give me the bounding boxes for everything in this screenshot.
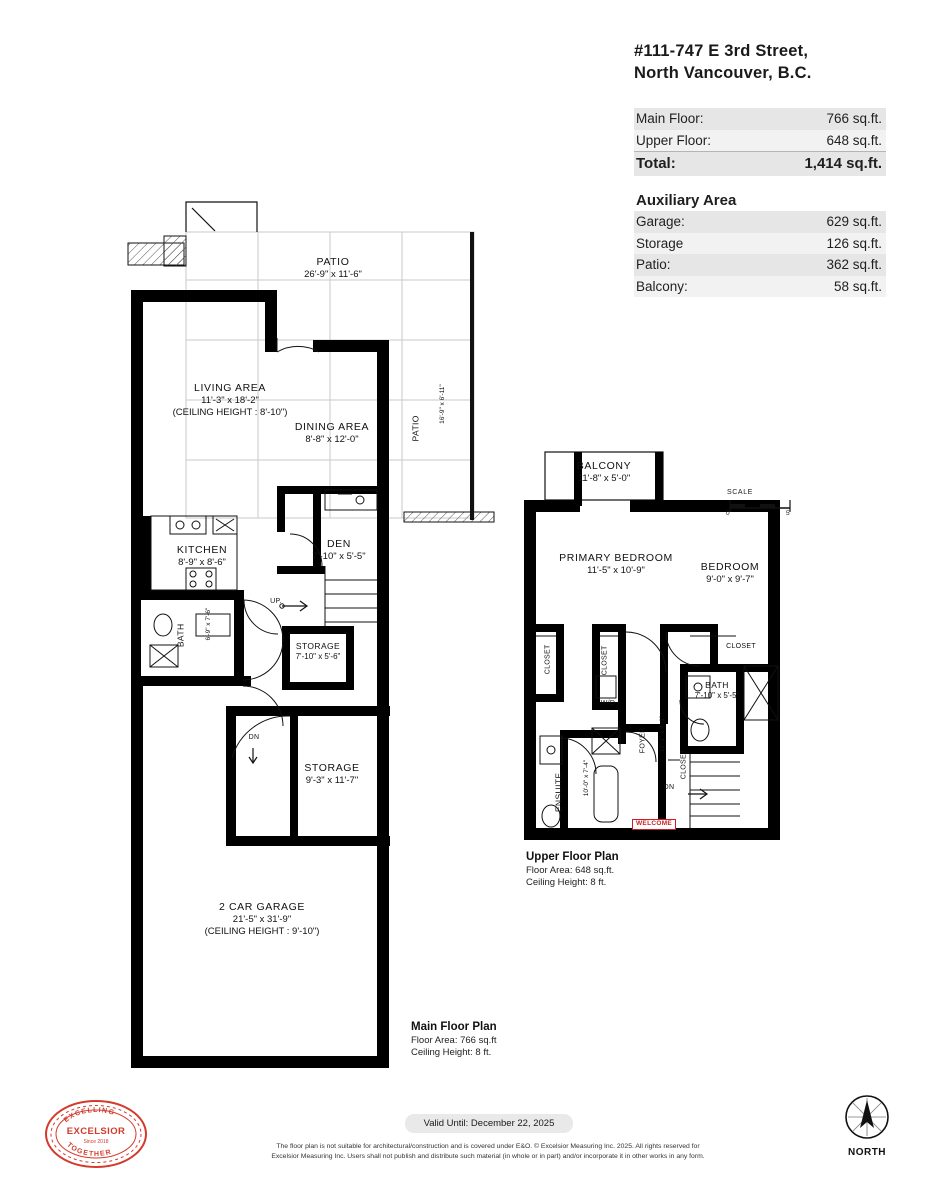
room-label-primary-bedroom: PRIMARY BEDROOM 11'-5" x 10'-9" [559, 552, 673, 577]
room-label-bath-main: BATH [175, 623, 186, 648]
area-row-label: Main Floor: [636, 111, 704, 126]
main-floor-caption: Main Floor Plan Floor Area: 766 sq.ft Ceiling Height: 8 ft. [411, 1021, 497, 1059]
closet-label-1: CLOSET [544, 644, 552, 675]
room-label-storage-upper: STORAGE 7'-10" x 5'-6" [295, 641, 341, 661]
scale-min-label: 0' [726, 510, 731, 517]
welcome-mat: WELCOME [632, 819, 676, 830]
stair-down-label-upper: DN [663, 784, 675, 791]
room-dims-ensuite: 10'-0" x 7'-4" [582, 759, 590, 797]
north-label: NORTH [847, 1147, 887, 1158]
room-label-patio-main: PATIO 26'-9" x 11'-6" [304, 256, 362, 281]
north-compass [838, 1094, 896, 1158]
room-label-foyer: FOYER [639, 727, 647, 754]
disclaimer-line-2: Excelsior Measuring Inc. Users shall not publish and distribute such material (in whole or in part) and/or incorporate it in other works in any form. [271, 1153, 705, 1161]
scale-max-label: 5' [786, 510, 791, 517]
aux-row-label: Patio: [636, 257, 671, 273]
room-label-living-area: LIVING AREA 11'-3" x 18'-2" (CEILING HEIGHT : 8'-10") [172, 382, 288, 418]
valid-until-badge: Valid Until: December 22, 2025 [405, 1114, 573, 1133]
disclaimer-line-1: The floor plan is not suitable for architectural/construction and is covered under E&O. © Excelsior Measuring Inc. 2025. All rights reserved for [276, 1143, 700, 1150]
area-row-value: 648 sq.ft. [826, 132, 882, 148]
room-label-kitchen: KITCHEN 8'-9" x 8'-6" [176, 544, 228, 569]
room-label-storage-lower: STORAGE 9'-3" x 11'-7" [304, 762, 360, 787]
address-line-1: #111-747 E 3rd Street, [634, 42, 809, 60]
svg-text:EXCELLING: EXCELLING [62, 1106, 116, 1125]
aux-row-label: Storage [636, 235, 684, 251]
room-dims-bath-main: 6'-9" x 7'-6" [204, 607, 212, 641]
closet-label-4: CLOSET [680, 749, 688, 780]
aux-row-value: 126 sq.ft. [826, 235, 882, 251]
address-line-2: North Vancouver, B.C. [634, 64, 812, 83]
room-label-ensuite: ENSUITE [553, 772, 564, 813]
stair-down-label-main: DN [248, 734, 260, 741]
svg-text:TOGETHER: TOGETHER [65, 1141, 113, 1159]
svg-text:EXCELSIOR: EXCELSIOR [66, 1126, 126, 1137]
area-row-value: 766 sq.ft. [826, 111, 882, 126]
area-total-value: 1,414 sq.ft. [804, 155, 882, 173]
excelsior-logo-stamp [42, 1098, 150, 1170]
aux-row-value: 629 sq.ft. [826, 214, 882, 229]
area-row-label: Upper Floor: [636, 132, 712, 148]
compass-icon [844, 1094, 890, 1140]
disclaimer-text [228, 1142, 748, 1162]
room-dims-patio-side: 16'-9" x 6'-11" [438, 384, 446, 424]
area-total-label: Total: [636, 155, 676, 173]
room-label-bath-upper: BATH 7'-10" x 5'-5" [694, 680, 740, 700]
aux-row-value: 362 sq.ft. [826, 257, 882, 273]
aux-row-value: 58 sq.ft. [833, 278, 882, 294]
room-label-den: DEN 7'-10" x 5'-5" [312, 538, 366, 563]
room-label-bedroom: BEDROOM 9'-0" x 9'-7" [700, 561, 760, 586]
room-label-dining-area: DINING AREA 8'-8" x 12'-0" [294, 421, 370, 446]
laundry-label: W/D [600, 700, 616, 707]
stamp-graphic [42, 1098, 150, 1170]
room-dims-foyer: 12'-1" x 4'-1" [658, 715, 666, 753]
closet-label-2: CLOSET [601, 645, 609, 676]
closet-label-3: CLOSET [726, 643, 756, 650]
upper-floor-caption: Upper Floor Plan Floor Area: 648 sq.ft. Ceiling Height: 8 ft. [526, 851, 619, 889]
auxiliary-title: Auxiliary Area [634, 190, 886, 211]
stair-up-label-main: UP. [270, 598, 282, 605]
room-label-garage: 2 CAR GARAGE 21'-5" x 31'-9" (CEILING HEIGHT : 9'-10") [204, 901, 320, 937]
room-label-patio-side: PATIO [410, 415, 421, 442]
aux-row-label: Garage: [636, 214, 685, 229]
room-label-balcony: BALCONY 11'-8" x 5'-0" [576, 460, 632, 485]
scale-label: SCALE [727, 489, 753, 496]
svg-text:Since 2018: Since 2018 [83, 1139, 109, 1145]
aux-row-label: Balcony: [636, 278, 688, 294]
